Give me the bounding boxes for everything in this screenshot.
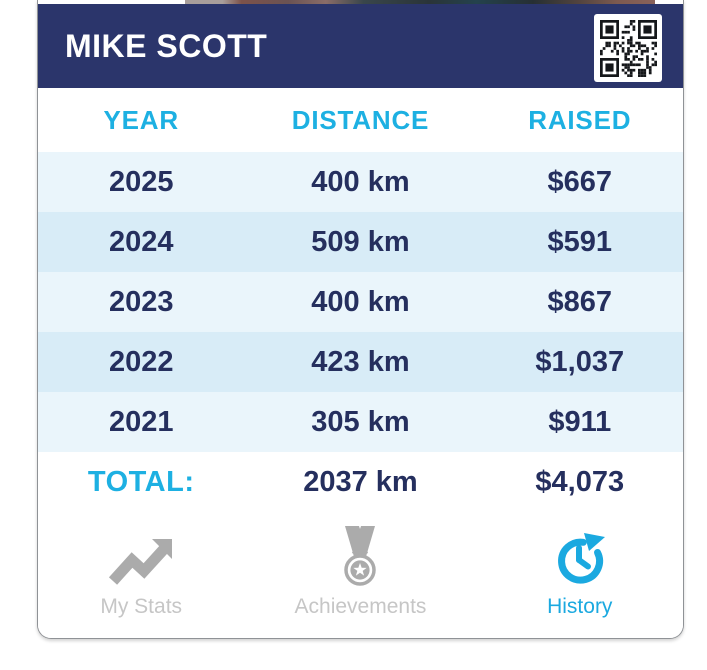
year-value: 2025 — [108, 165, 174, 198]
raised-value: $591 — [547, 225, 613, 258]
total-raised-value: $4,073 — [535, 465, 625, 498]
total-distance-value: 2037 km — [303, 465, 418, 498]
distance-value: 305 km — [311, 405, 410, 438]
distance-value: 400 km — [311, 165, 410, 198]
distance-value: 509 km — [311, 225, 410, 258]
year-value: 2023 — [108, 285, 174, 318]
tab-achievements[interactable] — [244, 512, 476, 638]
qr-code — [594, 14, 662, 82]
page-title: MIKE SCOTT — [65, 27, 268, 64]
raised-value: $667 — [547, 165, 613, 198]
qr-code-icon — [600, 20, 657, 77]
bottom-tab-bar — [38, 512, 683, 638]
stats-card — [37, 0, 684, 639]
column-header-raised: RAISED — [528, 104, 632, 135]
raised-value: $1,037 — [535, 345, 625, 378]
year-value: 2024 — [108, 225, 174, 258]
trending-up-icon — [109, 534, 173, 586]
table-header-row — [38, 88, 683, 152]
year-value: 2022 — [108, 345, 174, 378]
total-label: TOTAL: — [87, 465, 195, 498]
column-header-year: YEAR — [103, 104, 179, 135]
medal-icon — [334, 534, 386, 586]
raised-value: $867 — [547, 285, 613, 318]
table-row — [38, 392, 683, 452]
tab-label: History — [547, 594, 613, 618]
card-header — [38, 4, 683, 88]
table-row — [38, 332, 683, 392]
year-value: 2021 — [108, 405, 174, 438]
distance-value: 400 km — [311, 285, 410, 318]
tab-my-stats[interactable] — [38, 512, 244, 638]
raised-value: $911 — [548, 405, 612, 438]
tab-label: My Stats — [100, 594, 183, 618]
table-row — [38, 152, 683, 212]
tab-history[interactable] — [477, 512, 683, 638]
table-row — [38, 212, 683, 272]
tab-label: Achievements — [294, 594, 427, 618]
column-header-distance: DISTANCE — [291, 104, 430, 135]
table-row — [38, 272, 683, 332]
distance-value: 423 km — [311, 345, 410, 378]
history-clock-icon — [553, 534, 607, 586]
table-total-row — [38, 452, 683, 512]
